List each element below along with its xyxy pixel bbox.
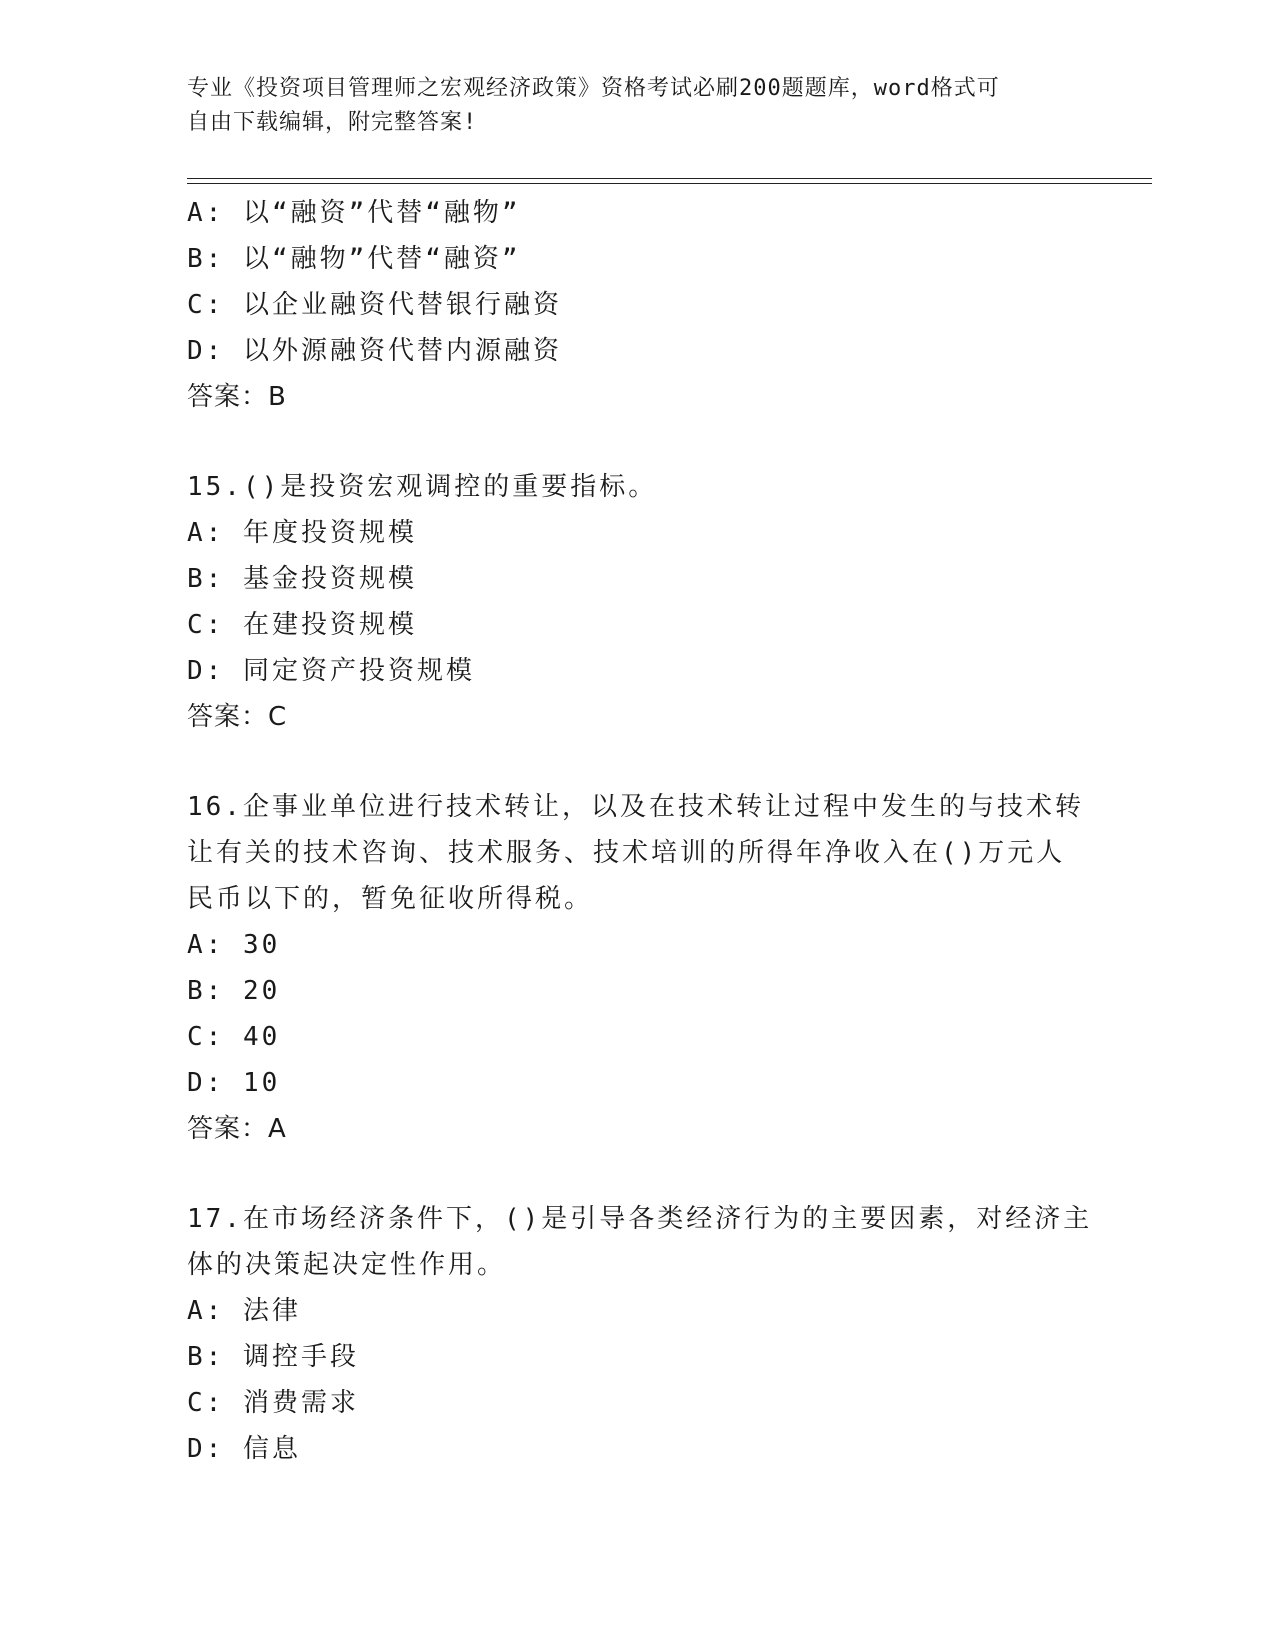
- answer: 答案：C: [187, 702, 288, 732]
- option-a: A: 法律: [187, 1296, 301, 1326]
- header-divider-top: [187, 178, 1152, 179]
- answer: 答案：A: [187, 1114, 287, 1144]
- option-a: A: 年度投资规模: [187, 518, 417, 548]
- question-text-line-1: 17.在市场经济条件下，()是引导各类经济行为的主要因素，对经济主: [187, 1204, 1093, 1234]
- option-b: B: 调控手段: [187, 1342, 359, 1372]
- option-c: C: 以企业融资代替银行融资: [187, 290, 562, 320]
- option-d: D: 信息: [187, 1434, 301, 1464]
- header-line-1: 专业《投资项目管理师之宏观经济政策》资格考试必刷200题题库，word格式可: [187, 76, 1000, 101]
- question-16: [187, 784, 1087, 1152]
- option-a: A: 以“融资”代替“融物”: [187, 198, 521, 228]
- option-b: B: 以“融物”代替“融资”: [187, 244, 521, 274]
- option-c: C: 消费需求: [187, 1388, 359, 1418]
- question-14-options: [187, 190, 1087, 420]
- question-text: 15.()是投资宏观调控的重要指标。: [187, 472, 658, 502]
- option-c: C: 在建投资规模: [187, 610, 417, 640]
- question-17: [187, 1196, 1093, 1472]
- question-text-line-2: 让有关的技术咨询、技术服务、技术培训的所得年净收入在()万元人: [187, 838, 1066, 868]
- answer: 答案：B: [187, 382, 287, 412]
- header-divider-bottom: [187, 183, 1152, 184]
- question-text-line-3: 民币以下的，暂免征收所得税。: [187, 884, 594, 914]
- spacer: [187, 420, 1087, 464]
- question-text-line-2: 体的决策起决定性作用。: [187, 1250, 507, 1280]
- option-b: B: 基金投资规模: [187, 564, 417, 594]
- option-d: D: 10: [187, 1068, 281, 1098]
- option-d: D: 以外源融资代替内源融资: [187, 336, 562, 366]
- option-c: C: 40: [187, 1022, 281, 1052]
- document-header: [187, 72, 1087, 140]
- option-a: A: 30: [187, 930, 281, 960]
- option-b: B: 20: [187, 976, 281, 1006]
- question-list: [187, 190, 1093, 1472]
- header-line-2: 自由下载编辑，附完整答案!: [187, 110, 478, 135]
- question-15: [187, 464, 1087, 740]
- spacer: [187, 740, 1087, 784]
- question-text-line-1: 16.企事业单位进行技术转让，以及在技术转让过程中发生的与技术转: [187, 792, 1084, 822]
- option-d: D: 同定资产投资规模: [187, 656, 475, 686]
- spacer: [187, 1152, 1087, 1196]
